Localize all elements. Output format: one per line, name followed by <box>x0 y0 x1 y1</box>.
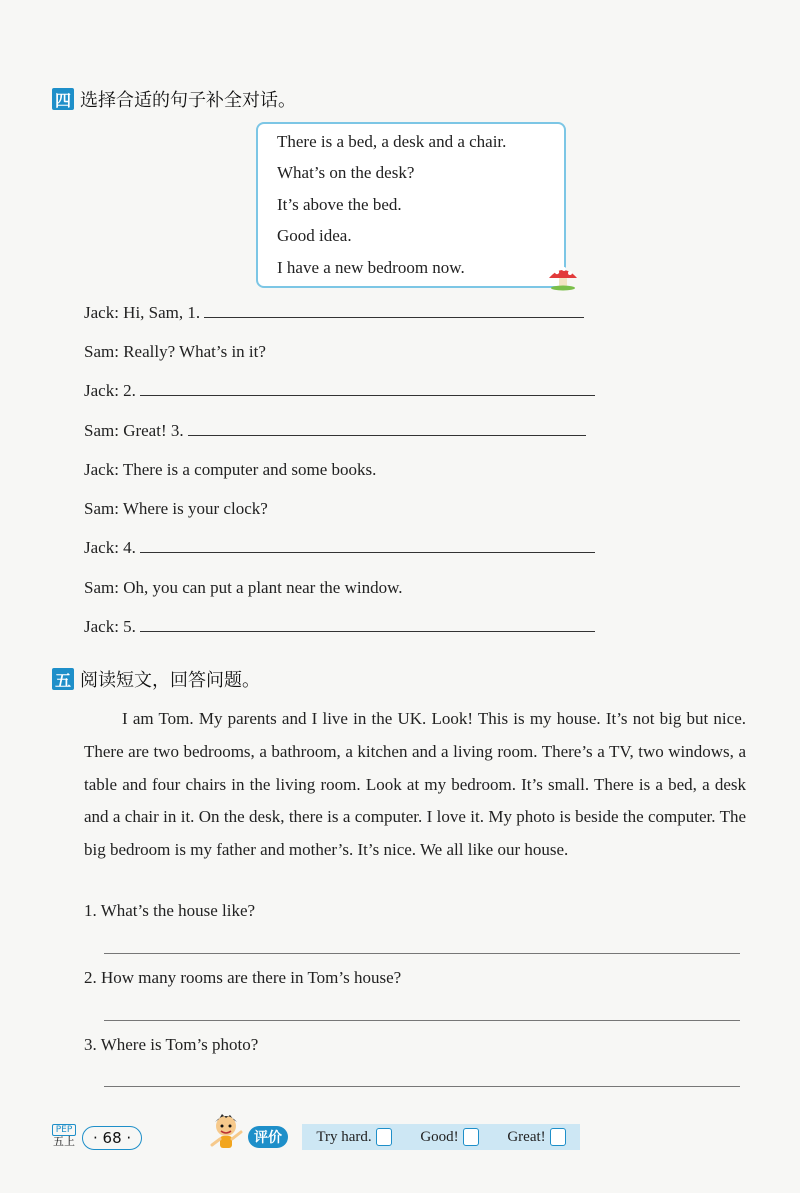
dialogue-line-8: Sam: Oh, you can put a plant near the window. <box>84 578 403 597</box>
eval-good-checkbox[interactable] <box>463 1128 479 1146</box>
answer-line-2[interactable] <box>104 1020 740 1021</box>
dialogue-text: Jack: Hi, Sam, 1. <box>84 303 201 322</box>
eval-great <box>507 1128 565 1146</box>
cartoon-kid-icon <box>208 1112 244 1152</box>
question-1: 1. What’s the house like? <box>84 901 256 920</box>
answer-blank-1[interactable] <box>204 303 584 318</box>
answer-blank-2[interactable] <box>140 381 595 396</box>
section-4-title: 选择合适的句子补全对话。 <box>80 90 296 111</box>
answer-line-1[interactable] <box>104 953 740 954</box>
answer-blank-4[interactable] <box>140 538 595 553</box>
dialogue-text: Jack: 4. <box>84 538 136 557</box>
section-5-heading <box>52 666 260 692</box>
reading-passage <box>84 703 746 867</box>
section-5-number: 五 <box>52 668 74 690</box>
eval-try-hard-label: Try hard. <box>316 1128 372 1145</box>
dialogue-line-2: Sam: Really? What’s in it? <box>84 342 266 361</box>
section-4-number: 四 <box>52 88 74 110</box>
eval-try-hard-checkbox[interactable] <box>376 1128 392 1146</box>
grade-text: 五上 <box>53 1135 75 1148</box>
eval-label: 评价 <box>248 1126 288 1148</box>
dialogue-line-5: Jack: There is a computer and some books. <box>84 460 377 479</box>
answer-blank-5[interactable] <box>140 617 595 632</box>
option-2: What’s on the desk? <box>277 163 415 182</box>
mushroom-icon <box>546 262 580 292</box>
eval-good-label: Good! <box>420 1128 459 1145</box>
pep-label <box>52 1124 76 1147</box>
eval-great-label: Great! <box>507 1128 546 1145</box>
dialogue-text: Sam: Great! 3. <box>84 421 184 440</box>
option-1: There is a bed, a desk and a chair. <box>277 132 507 151</box>
evaluation-bar <box>302 1124 580 1150</box>
option-5: I have a new bedroom now. <box>277 258 465 277</box>
section-4-heading <box>52 86 296 112</box>
page-number <box>82 1126 142 1150</box>
dialogue-line-6: Sam: Where is your clock? <box>84 499 268 518</box>
passage-text: I am Tom. My parents and I live in the UK. Look! This is my house. It’s not big but nice. There are two bedrooms, a bathroom, a kitchen and a living room. There’s a TV, two windows, a table and four chairs in the living room. Look at my bedroom. It’s small. There is a bed, a desk and a chair in it. On the desk, there is a computer. I love it. My photo is beside the computer. The big bedroom is my father and mother’s. It’s nice. We all like our house. <box>84 709 746 860</box>
eval-try-hard <box>316 1128 391 1146</box>
eval-good <box>420 1128 478 1146</box>
pep-text: PEP <box>52 1124 76 1136</box>
dialogue-text: Jack: 5. <box>84 617 136 636</box>
section-5-title: 阅读短文，回答问题。 <box>80 670 260 691</box>
option-box <box>256 122 566 288</box>
option-3: It’s above the bed. <box>277 195 402 214</box>
page-number-text: · 68 · <box>82 1126 142 1150</box>
eval-badge <box>248 1126 288 1148</box>
dialogue-line-7 <box>84 538 595 558</box>
dialogue-line-4 <box>84 421 586 441</box>
option-4: Good idea. <box>277 226 352 245</box>
answer-line-3[interactable] <box>104 1086 740 1087</box>
dialogue-line-1 <box>84 303 584 323</box>
question-2: 2. How many rooms are there in Tom’s house? <box>84 968 402 987</box>
question-3: 3. Where is Tom’s photo? <box>84 1035 259 1054</box>
dialogue-line-3 <box>84 381 595 401</box>
eval-great-checkbox[interactable] <box>550 1128 566 1146</box>
answer-blank-3[interactable] <box>188 421 586 436</box>
dialogue-line-9 <box>84 617 595 637</box>
dialogue-text: Jack: 2. <box>84 381 136 400</box>
